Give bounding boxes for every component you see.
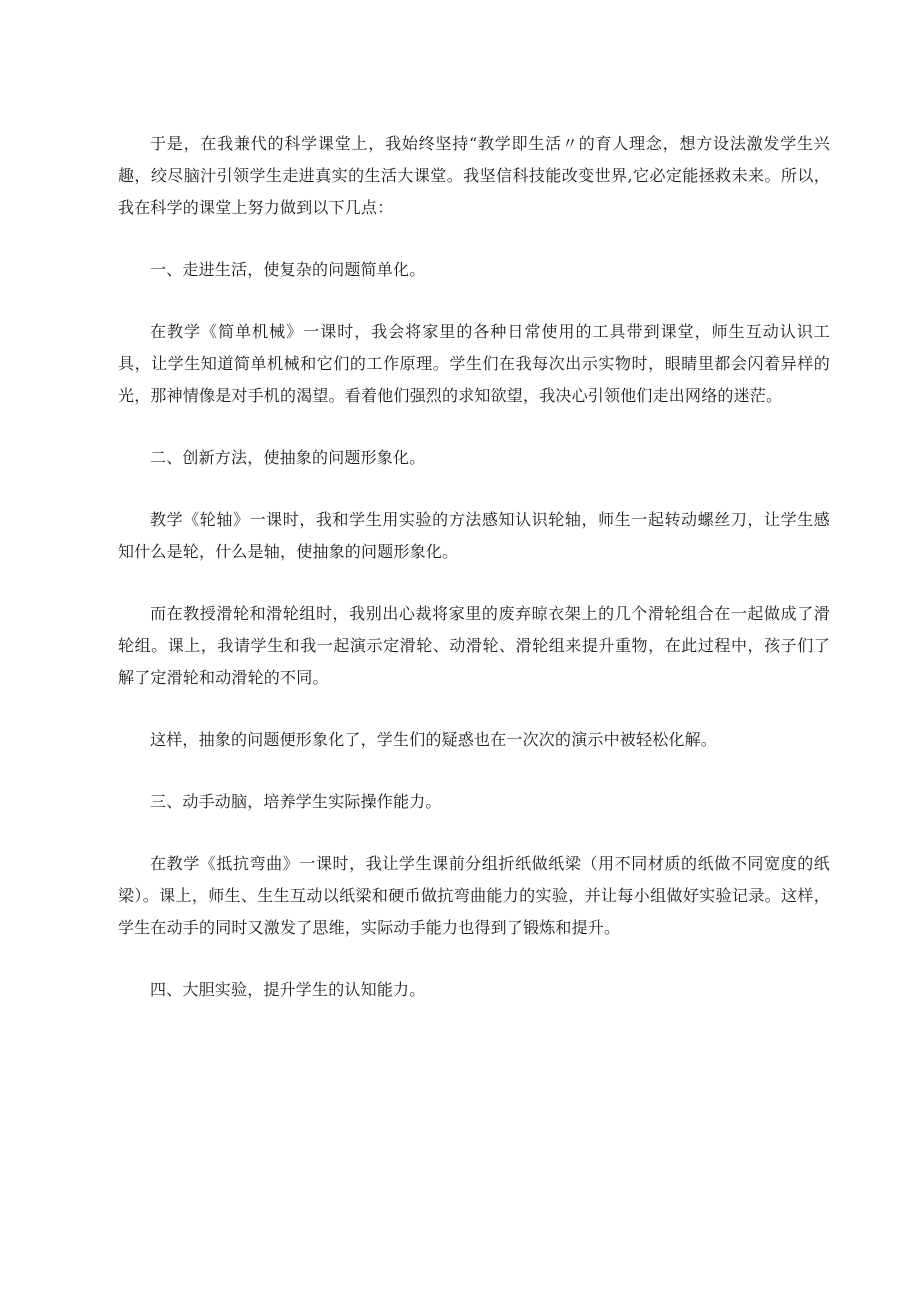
section-heading-2: 二、创新方法，使抽象的问题形象化。 xyxy=(150,448,426,467)
paragraph-pulleys: 而在教授滑轮和滑轮组时，我别出心裁将家里的废弃晾衣架上的几个滑轮组合在一起做成了滑轮组。课上，我请学生和我一起演示定滑轮、动滑轮、滑轮组来提升重物，在此过程中，孩子们了解了定滑轮和动滑轮的不同。 xyxy=(118,604,830,687)
paragraph-bending: 在教学《抵抗弯曲》一课时，我让学生课前分组折纸做纸梁（用不同材质的纸做不同宽度的纸梁）。课上，师生、生生互动以纸梁和硬币做抗弯曲能力的实验，并让每小组做好实验记录。这样，学生在动手的同时又激发了思维，实际动手能力也得到了锻炼和提升。 xyxy=(118,854,830,937)
section-heading-1: 一、走进生活，使复杂的问题简单化。 xyxy=(150,260,426,279)
paragraph-simple-machines: 在教学《简单机械》一课时，我会将家里的各种日常使用的工具带到课堂，师生互动认识工具，让学生知道简单机械和它们的工作原理。学生们在我每次出示实物时，眼睛里都会闪着异样的光，那神情像是对手机的渴望。看着他们强烈的求知欲望，我决心引领他们走出网络的迷茫。 xyxy=(118,322,830,405)
document-body xyxy=(118,128,830,1036)
paragraph-wheel-axle: 教学《轮轴》一课时，我和学生用实验的方法感知认识轮轴，师生一起转动螺丝刀，让学生感知什么是轮，什么是轴，使抽象的问题形象化。 xyxy=(118,510,830,561)
paragraph-intro: 于是，在我兼代的科学课堂上，我始终坚持“教学即生活〃的育人理念，想方设法激发学生兴趣，绞尽脑汁引领学生走进真实的生活大课堂。我坚信科技能改变世界,它必定能拯救未来。所以，我在科学的课堂上努力做到以下几点： xyxy=(118,134,830,217)
section-heading-3: 三、动手动脑，培养学生实际操作能力。 xyxy=(150,792,442,811)
paragraph-summary: 这样，抽象的问题便形象化了，学生们的疑惑也在一次次的演示中被轻松化解。 xyxy=(150,730,718,749)
section-heading-4: 四、大胆实验，提升学生的认知能力。 xyxy=(150,980,426,999)
